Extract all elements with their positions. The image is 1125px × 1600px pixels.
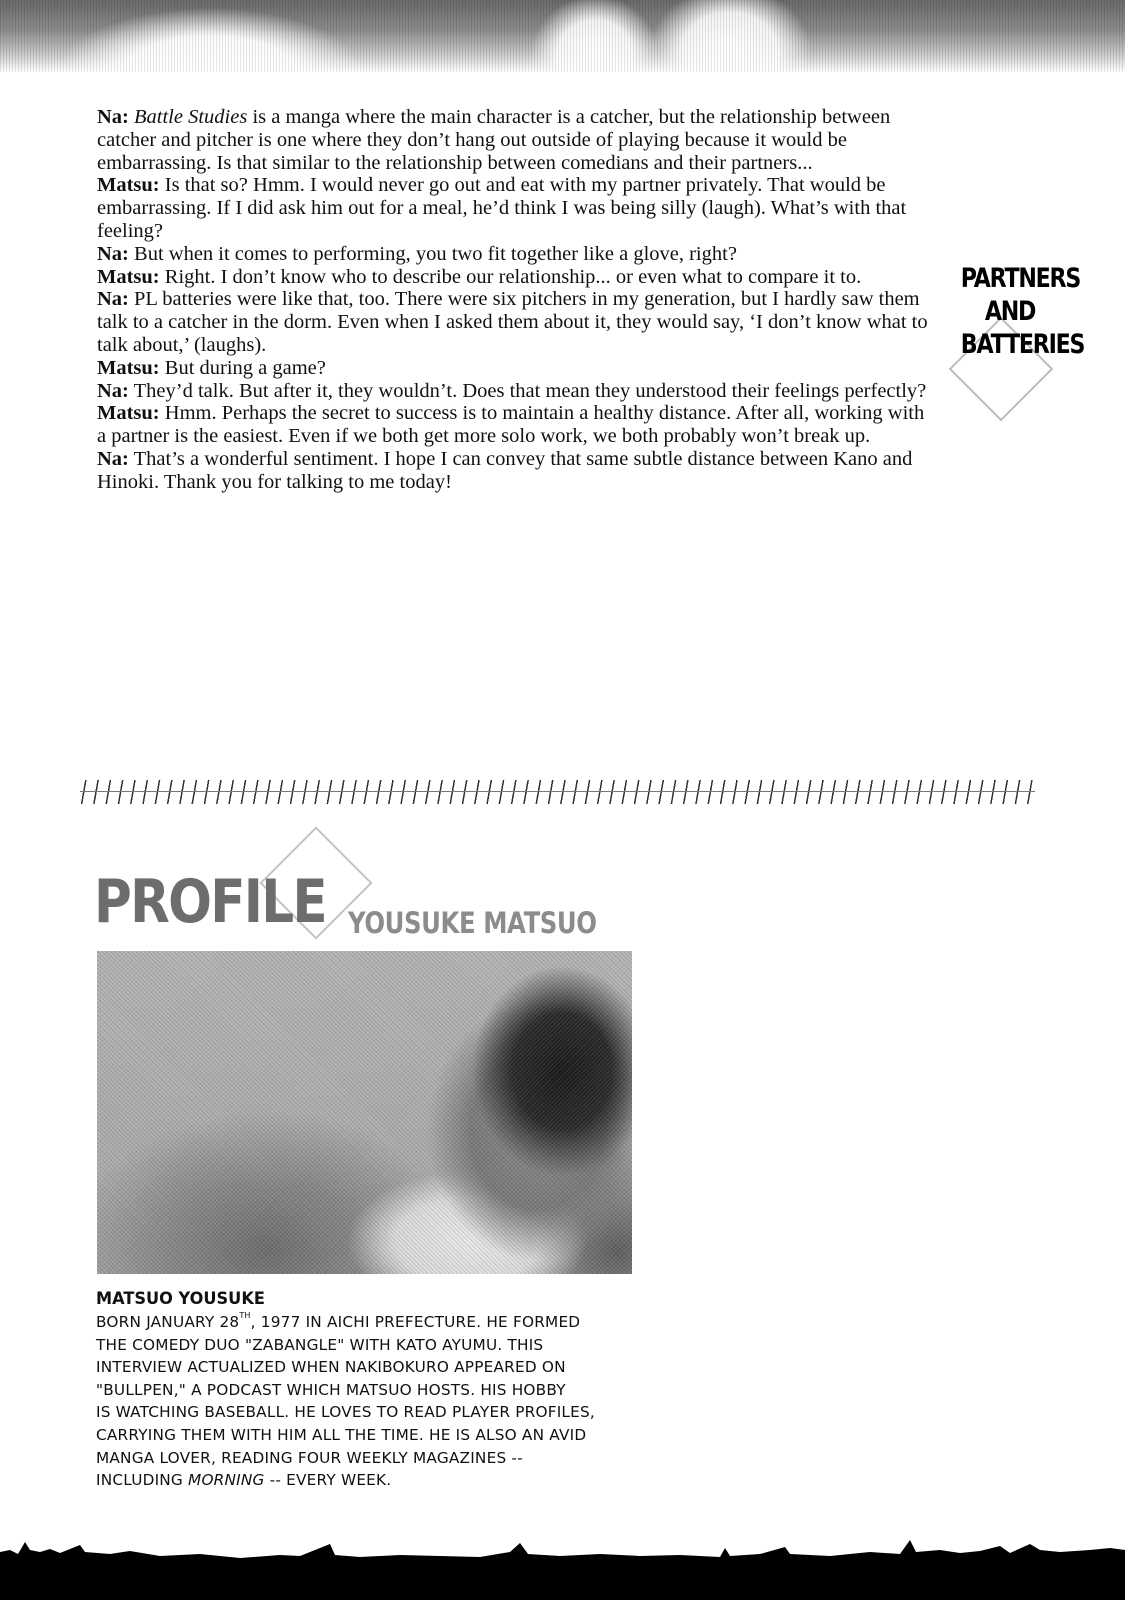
interview-line: Matsu: Hmm. Perhaps the secret to success is to maintain a healthy distance. After all, working with a partner is the easiest. Even if we both get more solo work, we both probably won’t break up.: [97, 402, 925, 448]
bio-line: "BULLPEN," A PODCAST WHICH MATSUO HOSTS. HIS HOBBY: [96, 1380, 566, 1399]
bio-line: INTERVIEW ACTUALIZED WHEN NAKIBOKURO APPEARED ON: [96, 1358, 566, 1377]
profile-heading: PROFILE: [94, 867, 326, 937]
grass-silhouette-footer: [0, 1540, 1125, 1600]
bio-line: MANGA LOVER, READING FOUR WEEKLY MAGAZINES --: [96, 1448, 523, 1467]
cloudy-sky-header: [0, 0, 1125, 72]
bio-name: MATSUO YOUSUKE: [96, 1289, 265, 1308]
interview-line: Na: That’s a wonderful sentiment. I hope I can convey that same subtle distance between Kano and Hinoki. Thank you for talking to me today!: [97, 447, 913, 493]
interview-line: Matsu: Is that so? Hmm. I would never go out and eat with my partner privately. That would be embarrassing. If I did ask him out for a meal, he’d think I was being silly (laugh). What’s with that feeling?: [97, 174, 907, 242]
bio-line: CARRYING THEM WITH HIM ALL THE TIME. HE IS ALSO AN AVID: [96, 1425, 587, 1444]
bio-text: [96, 1311, 676, 1492]
bio-line: INCLUDING MORNING -- EVERY WEEK.: [96, 1471, 392, 1490]
interview-line: Na: But when it comes to performing, you two fit together like a glove, right?: [97, 242, 737, 265]
bio-line: THE COMEDY DUO "ZABANGLE" WITH KATO AYUMU. THIS: [96, 1335, 544, 1354]
interview-line: Matsu: But during a game?: [97, 356, 326, 379]
interview-line: Na: Battle Studies is a manga where the main character is a catcher, but the relationship between catcher and pitcher is one where they don’t hang out outside of playing because it would be embarrassing. Is that similar to the relationship between comedians and their partners...: [97, 106, 891, 174]
interview-line: Na: They’d talk. But after it, they wouldn’t. Does that mean they understood their feelings perfectly?: [97, 379, 927, 402]
profile-photo: [97, 951, 632, 1274]
interview-line: Matsu: Right. I don’t know who to describe our relationship... or even what to compare it to.: [97, 265, 862, 288]
interview-line: Na: PL batteries were like that, too. There were six pitchers in my generation, but I hardly saw them talk to a catcher in the dorm. Even when I asked them about it, they would say, ‘I don’t know what to talk about,’ (laughs).: [97, 288, 928, 356]
side-title: PARTNERS AND BATTERIES: [960, 263, 1085, 360]
bio-line: BORN JANUARY 28TH, 1977 IN AICHI PREFECTURE. HE FORMED: [96, 1311, 581, 1331]
interview-text: [97, 106, 937, 494]
profile-name-heading: YOUSUKE MATSUO: [348, 906, 597, 940]
bio-line: IS WATCHING BASEBALL. HE LOVES TO READ PLAYER PROFILES,: [96, 1403, 595, 1422]
baseball-stitch-divider: [80, 780, 1035, 804]
